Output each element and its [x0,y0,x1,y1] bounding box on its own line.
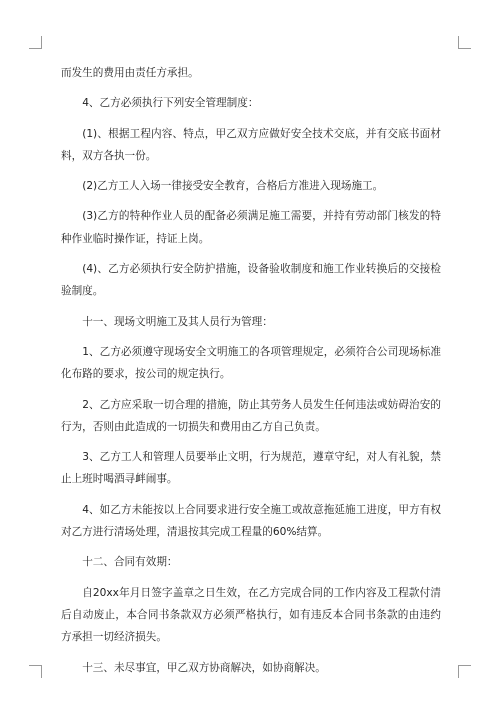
crop-mark-bottom-left [29,665,42,678]
paragraph-safety-rule-3: (3)乙方的特种作业人员的配备必须满足施工需要，并持有劳动部门核发的特种作业临时操作证，持证上岗。 [61,210,441,245]
paragraph-safety-rules-heading: 4、乙方必须执行下列安全管理制度： [82,97,259,110]
paragraph-conduct-1: 1、乙方必须遵守现场安全文明施工的各项管理规定，必须符合公司现场标准化布路的要求，按公司的规定执行。 [61,345,441,381]
paragraph-conduct-3: 3、乙方工人和管理人员要举止文明，行为规范，遵章守纪，对人有礼貌，禁止上班时喝酒寻衅闹事。 [61,451,441,486]
section-heading-13: 十三、未尽事宜，甲乙双方协商解决，如协商解决。 [82,661,326,674]
paragraph-conduct-2: 2、乙方应采取一切合理的措施，防止其劳务人员发生任何违法或妨碍治安的行为，否则由此造成的一切损失和费用由乙方自己负责。 [61,398,441,433]
crop-mark-top-right [458,36,471,49]
paragraph-safety-rule-4: (4)、乙方必须执行安全防护措施，设备验收制度和施工作业转换后的交接检验制度。 [61,263,441,298]
paragraph-safety-rule-2: (2)乙方工人入场一律接受安全教育，合格后方准进入现场施工。 [82,180,384,193]
paragraph-conduct-4: 4、如乙方未能按以上合同要求进行安全施工或故意拖延施工进度，甲方有权对乙方进行清场处理，清退按其完成工程量的60%结算。 [61,503,441,539]
section-heading-11: 十一、现场文明施工及其人员行为管理： [82,315,273,328]
paragraph-safety-rule-1: (1)、根据工程内容、特点，甲乙双方应做好安全技术交底，并有交底书面材料，双方各执一份。 [61,127,441,162]
section-heading-12: 十二、合同有效期： [82,556,178,569]
paragraph-continuation: 而发生的费用由责任方承担。 [61,67,199,79]
crop-mark-bottom-right [458,665,471,678]
document-body [61,62,441,687]
paragraph-validity: 自20xx年月日签字盖章之日生效，在乙方完成合同的工作内容及工程款付清后自动废止，本合同书条款双方必须严格执行，如有违反本合同书条款的由违约方承担一切经济损失。 [61,586,441,644]
crop-mark-top-left [29,36,42,49]
